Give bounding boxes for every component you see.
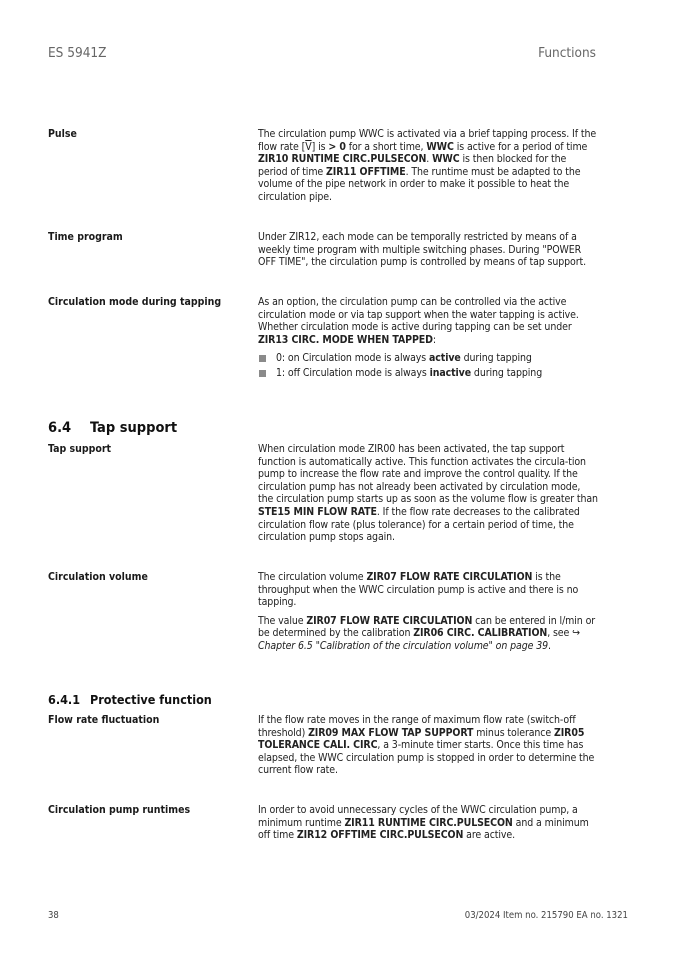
circ-mode-text: As an option, the circulation pump can be controlled via the active circulation mode or via tap support when the water tapping is active. Whether circulation mode is active during tapping can be set under ZIR13 CIRC. MODE WHEN TAPPED: 0: on Circulation mode is always active during tapping 1: off Circulation mode is always inactive during tapping bbox=[258, 296, 598, 382]
circ-volume-label: Circulation volume bbox=[48, 571, 148, 583]
flow-fluctuation-label: Flow rate fluctuation bbox=[48, 714, 160, 726]
circ-mode-options bbox=[258, 352, 598, 379]
pump-runtimes-text: In order to avoid unnecessary cycles of the WWC circulation pump, a minimum runtime ZIR11 RUNTIME CIRC.PULSECON and a minimum off time ZIR12 OFFTIME CIRC.PULSECON are active. bbox=[258, 804, 589, 842]
tap-support-label: Tap support bbox=[48, 443, 112, 455]
circ-volume-text: The circulation volume ZIR07 FLOW RATE CIRCULATION is the throughput when the WWC circulation pump is active and there is no tapping. The value ZIR07 FLOW RATE CIRCULATION can be entered in l/min or be determined by the calibration ZIR06 CIRC. CALIBRATION, see ↪ Chapter 6.5 "Calibration of the circulation volume" on page 39. bbox=[258, 571, 596, 652]
pump-runtimes-label: Circulation pump runtimes bbox=[48, 804, 191, 816]
time-program-label: Time program bbox=[48, 231, 123, 243]
list-item: 0: on Circulation mode is always active during tapping bbox=[258, 352, 598, 365]
pulse-text: The circulation pump WWC is activated via a brief tapping process. If the flow rate $[\overline{V}]$ is > 0 for a short time, WWC is active for a period of time ZIR10 RUNTIME CIRC.PULSECON. WWC is then blocked for the period of time ZIR11 OFFTIME. The runtime must be adapted to the volume of the pipe network in order to make it possible to heat the circulation pipe. bbox=[258, 128, 597, 203]
flow-fluctuation-text: If the flow rate moves in the range of maximum flow rate (switch-off threshold) ZIR09 MAX FLOW TAP SUPPORT minus tolerance ZIR05 TOLERANCE CALI. CIRC, a 3-minute timer starts. Once this time has elapsed, the WWC circulation pump is stopped in order to determine the current flow rate. bbox=[258, 714, 595, 777]
circ-mode-label: Circulation mode during tapping bbox=[48, 296, 222, 308]
footer-info: 03/2024 Item no. 215790 EA no. 1321 bbox=[464, 910, 628, 921]
section-heading-6-4: 6.4 Tap support bbox=[48, 420, 178, 436]
chapter-link[interactable]: ↪ Chapter 6.5 "Calibration of the circulation volume" on page 39 bbox=[258, 627, 580, 652]
tap-support-text: When circulation mode ZIR00 has been activated, the tap support function is automatically active. This function activates the circula-tion pump to increase the flow rate and improve the control quality. If the circulation pump has not already been activated by circulation mode, the circulation pump starts up as soon as the volume flow is greater than STE15 MIN FLOW RATE. If the flow rate decreases to the calibrated circulation flow rate (plus tolerance) for a certain period of time, the circulation pump stops again. bbox=[258, 443, 598, 544]
header-doc-id: ES 5941Z bbox=[48, 45, 107, 61]
square-bullet-icon bbox=[259, 370, 266, 377]
section-heading-6-4-1: 6.4.1 Protective function bbox=[48, 692, 212, 707]
time-program-text: Under ZIR12, each mode can be temporally restricted by means of a weekly time program with multiple switching phases. During "POWER OFF TIME", the circulation pump is controlled by means of tap support. bbox=[258, 231, 587, 269]
square-bullet-icon bbox=[259, 355, 266, 362]
header-section: Functions bbox=[538, 45, 596, 61]
page-number: 38 bbox=[48, 910, 59, 921]
list-item: 1: off Circulation mode is always inactive during tapping bbox=[258, 367, 598, 380]
pulse-label: Pulse bbox=[48, 128, 77, 140]
